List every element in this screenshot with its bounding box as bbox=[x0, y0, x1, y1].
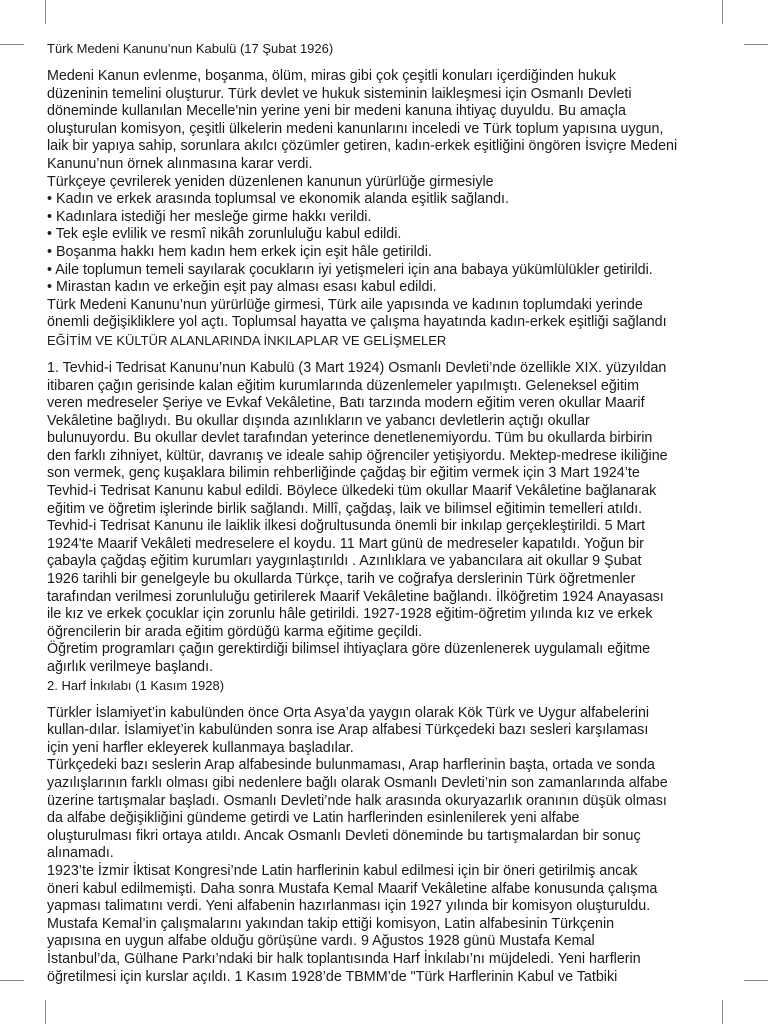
doc-title: Türk Medeni Kanunu’nun Kabulü (17 Şubat 1926) bbox=[47, 41, 334, 56]
harf-section bbox=[47, 705, 723, 987]
bullet-item: • Kadın ve erkek arasında toplumsal ve ekonomik alanda eşitlik sağlandı. bbox=[47, 191, 509, 208]
education-line: Vekâletine bağlıydı. Bu okullar dışında azınlıkların ve yabancı devletlerin açtığı okullar bbox=[47, 412, 590, 429]
harf-heading: 2. Harf İnkılabı (1 Kasım 1928) bbox=[47, 677, 225, 693]
section-heading: EĞİTİM VE KÜLTÜR ALANLARINDA İNKILAPLAR VE GELİŞMELER bbox=[47, 332, 447, 348]
education-line: 1. Tevhid-i Tedrisat Kanunu’nun Kabulü (3 Mart 1924) Osmanlı Devleti’nde özellikle XIX. yüzyıldan bbox=[47, 359, 667, 376]
education-line: tarafından verilmesi zorunluluğu getirilerek Maarif Vekâletine bağlandı. İlköğretim 1924 Anayasası bbox=[47, 588, 664, 605]
bullet-item: • Tek eşle evlilik ve resmî nikâh zorunluluğu kabul edildi. bbox=[47, 226, 402, 243]
crop-mark-top-left-horizontal bbox=[0, 44, 24, 45]
bullet-item: • Kadınlara istediği her mesleğe girme hakkı verildi. bbox=[47, 208, 372, 225]
intro-line: laik bir yapıya sahip, sorunlara akılcı çözümler getiren, kadın-erkek eşitliğini öngören İsviçre Medeni bbox=[47, 138, 678, 155]
crop-mark-bottom-right-vertical bbox=[722, 1000, 723, 1024]
intro-line: Türkçeye çevrilerek yeniden düzenlenen kanunun yürürlüğe girmesiyle bbox=[47, 173, 494, 190]
education-line: öğrencilerin bir arada eğitim gördüğü karma eğitime geçildi. bbox=[47, 623, 423, 640]
document-page bbox=[47, 40, 723, 985]
intro-line: oluşturulan komisyon, çeşitli ülkelerin medeni kanunlarını inceledi ve Türk toplum yapısına uygun, bbox=[47, 120, 664, 137]
education-line: çabayla çağdaş eğitim kurumları yaygınlaştırıldı . Azınlıklara ve yabancılara ait okullar 9 Şubat bbox=[47, 553, 642, 570]
harf-line: kullan-dılar. İslamiyet’in kabulünden sonra ise Arap alfabesi Türkçedeki bazı sesleri karşılaması bbox=[47, 722, 649, 739]
crop-mark-top-right-horizontal bbox=[744, 44, 768, 45]
education-line: 1926 tarihli bir genelgeyle bu okullarda Türkçe, tarih ve coğrafya derslerinin Türk öğretmenler bbox=[47, 571, 636, 588]
intro-section bbox=[47, 68, 723, 332]
harf-line: üzerine tartışmalar başladı. Osmanlı Devleti’nde halk arasında okuryazarlık oranının düşük olması bbox=[47, 792, 667, 809]
intro-line: Medeni Kanun evlenme, boşanma, ölüm, miras gibi çok çeşitli konuları içerdiğinden hukuk bbox=[47, 68, 616, 84]
intro-line: düzeninin temelini oluşturur. Türk devlet ve hukuk sisteminin laikleşmesi için Osmanlı Devleti bbox=[47, 85, 632, 102]
harf-line: da alfabe değişikliğini gündeme getirdi ve Latin harflerinden esinlenilerek yeni alfabe bbox=[47, 810, 580, 827]
intro-line: önemli değişikliklere yol açtı. Toplumsal hayatta ve çalışma hayatında kadın-erkek eşitliği sağlandı bbox=[47, 314, 667, 331]
harf-line: Mustafa Kemal’in çalışmalarını yakından takip ettiği komisyon, Latin alfabesinin Türkçenin bbox=[47, 915, 615, 932]
crop-mark-top-right-vertical bbox=[722, 0, 723, 24]
education-line: eğitim ve öğretim işlerinde birlik sağlandı. Millî, çağdaş, laik ve bilimsel eğitimin temelleri atıldı. bbox=[47, 500, 643, 517]
education-line: Tevhid-i Tedrisat Kanunu ile laiklik ilkesi doğrultusunda önemli bir inkılap gerçekleştirildi. 5 Mart bbox=[47, 518, 646, 535]
education-line: ağırlık verilmeye başlandı. bbox=[47, 659, 214, 675]
education-line: Öğretim programları çağın gerektirdiği bilimsel ihtiyaçlara göre düzenlenerek uygulamalı eğitme bbox=[47, 641, 651, 658]
intro-line: Kanunu’nun örnek alınmasına karar verdi. bbox=[47, 155, 313, 172]
crop-mark-bottom-right-horizontal bbox=[744, 980, 768, 981]
intro-line: Türk Medeni Kanunu’nun yürürlüğe girmesi, Türk aile yapısında ve kadının toplumdaki yerinde bbox=[47, 296, 643, 313]
harf-line: için yeni harfler ekleyerek kullanmaya başladılar. bbox=[47, 739, 354, 756]
crop-mark-bottom-left-vertical bbox=[45, 1000, 46, 1024]
education-line: bulunuyordu. Bu okullar devlet tarafından yeterince denetlenemiyordu. Tüm bu okullarda birbirin bbox=[47, 430, 653, 447]
education-line: veren medreseler Şeriye ve Evkaf Vekâletine, Batı tarzında modern eğitim veren okullar Maarif bbox=[47, 395, 645, 412]
education-line: son vermek, genç kuşaklara bilimin rehberliğinde çağdaş bir eğitim vermek için 3 Mart 1924’te bbox=[47, 465, 640, 482]
harf-line: oluşturulması fikri ortaya atıldı. Ancak Osmanlı Devleti döneminde bu tartışmalardan bir sonuç bbox=[47, 827, 641, 844]
harf-line: öneri kabul edilmemişti. Daha sonra Mustafa Kemal Maarif Vekâletine alfabe konusunda çalışma bbox=[47, 880, 658, 897]
harf-line: Türkçedeki bazı seslerin Arap alfabesinde bulunmaması, Arap harflerinin başta, ortada ve sonda bbox=[47, 757, 655, 774]
intro-line: döneminde kullanılan Mecelle'nin yerine yeni bir medeni kanuna ihtiyaç duyuldu. Bu amaçla bbox=[47, 103, 626, 120]
harf-line: yapısına en uygun alfabe olduğu görüşüne vardı. 9 Ağustos 1928 günü Mustafa Kemal bbox=[47, 933, 595, 950]
harf-line: yapması talimatını verdi. Yeni alfabenin hazırlanması için 1927 yılında bir komisyon oluşturuldu. bbox=[47, 898, 651, 915]
crop-mark-top-left-vertical bbox=[45, 0, 46, 24]
education-line: den farklı zihniyet, kültür, davranış ve ideale sahip öğrenciler yetişiyordu. Mektep-medrese ikiliğine bbox=[47, 447, 668, 464]
harf-line: 1923’te İzmir İktisat Kongresi’nde Latin harflerinin kabul edilmesi için bir öneri getirilmiş ancak bbox=[47, 862, 638, 879]
harf-line: İstanbul’da, Gülhane Parkı’ndaki bir halk toplantısında Harf İnkılabı’nı müjdeledi. Yeni harflerin bbox=[47, 950, 641, 967]
bullet-item: • Boşanma hakkı hem kadın hem erkek için eşit hâle getirildi. bbox=[47, 243, 432, 260]
education-line: Tevhid-i Tedrisat Kanunu kabul edildi. Böylece ülkedeki tüm okullar Maarif Vekâletine bağlanarak bbox=[47, 483, 657, 500]
bullet-item: • Mirastan kadın ve erkeğin eşit pay alması esası kabul edildi. bbox=[47, 279, 437, 296]
education-section bbox=[47, 360, 723, 677]
bullet-item: • Aile toplumun temeli sayılarak çocukların iyi yetişmeleri için ana babaya yükümlülükler getirildi. bbox=[47, 261, 653, 278]
education-line: itibaren çağın gerisinde kalan eğitim kurumlarında düzenlemeler yapılmıştı. Geleneksel eğitim bbox=[47, 377, 640, 394]
education-line: ile kız ve erkek çocuklar için zorunlu hâle getirildi. 1927-1928 eğitim-öğretim yılında kız ve erkek bbox=[47, 606, 653, 623]
harf-line: Türkler İslamiyet’in kabulünden önce Orta Asya’da yaygın olarak Kök Türk ve Uygur alfabelerini bbox=[47, 704, 650, 721]
harf-line: alınamadı. bbox=[47, 845, 114, 862]
harf-line: öğretilmesi için kurslar açıldı. 1 Kasım 1928’de TBMM’de "Türk Harflerinin Kabul ve Tatbiki bbox=[47, 968, 618, 985]
crop-mark-bottom-left-horizontal bbox=[0, 980, 24, 981]
education-line: 1924'te Maarif Vekâleti medreselere el koydu. 11 Mart günü de medreseler kapatıldı. Yoğun bir bbox=[47, 535, 644, 552]
harf-line: yazılışlarının farklı olması gibi nedenlere bağlı olarak Osmanlı Devleti’nin son zamanlarında alfabe bbox=[47, 774, 668, 791]
